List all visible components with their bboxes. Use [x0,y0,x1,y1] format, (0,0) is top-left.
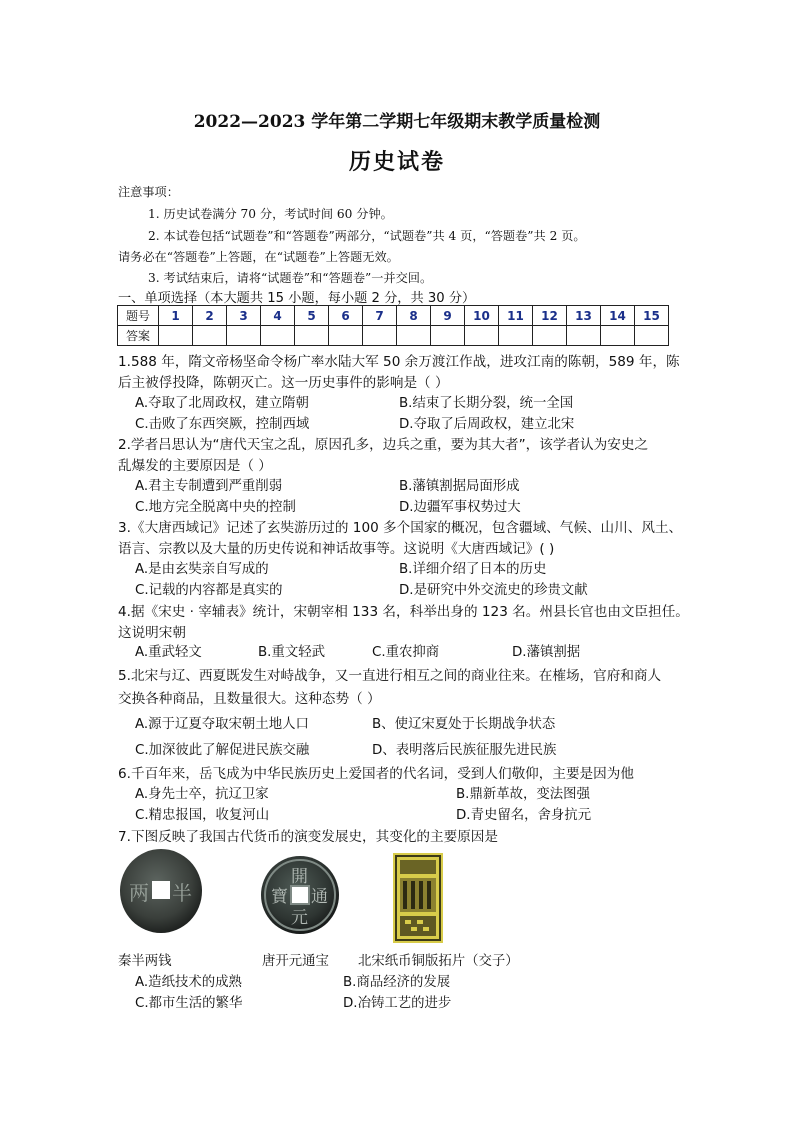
question-number-cell: 13 [567,306,601,326]
answer-cell[interactable] [465,326,499,346]
coin-glyph: 元 [291,908,308,928]
coin-glyph: 寶 [271,887,288,907]
question-2-option-c: C.地方完全脱离中央的控制 [135,500,296,515]
banknote-icon [393,853,443,943]
question-number-cell: 8 [397,306,431,326]
question-number-cell: 12 [533,306,567,326]
question-3-option-c: C.记载的内容都是真实的 [135,583,283,598]
question-number-cell: 1 [159,306,193,326]
question-6-option-c: C.精忠报国，收复河山 [135,808,270,823]
question-1-option-d: D.夺取了后周政权，建立北宋 [399,417,575,432]
song-jiaozi-print-image [393,853,443,943]
answer-cell[interactable] [227,326,261,346]
answer-cell[interactable] [431,326,465,346]
coin-caption: 唐开元通宝 [262,954,329,969]
answer-cell[interactable] [601,326,635,346]
note-item: 2. 本试卷包括“试题卷”和“答题卷”两部分，“试题卷”共 4 页，“答题卷”共 2 页。 [148,229,586,243]
question-5-option-a: A.源于辽夏夺取宋朝土地人口 [135,717,309,732]
coin-glyph: 開 [291,867,308,887]
question-3-option-a: A.是由玄奘亲自写成的 [135,562,269,577]
question-2-option-b: B.藩镇割据局面形成 [399,479,520,494]
note-item: 请务必在“答题卷”上答题，在“试题卷”上答题无效。 [118,250,399,264]
question-6-option-a: A.身先士卒，抗辽卫家 [135,787,269,802]
qin-banliang-coin-image [119,848,203,934]
tang-kaiyuan-coin-image [260,855,340,935]
question-7-stem: 7.下图反映了我国古代货币的演变发展史，其变化的主要原因是 [118,829,498,845]
answer-cell[interactable] [533,326,567,346]
question-2-option-a: A.君主专制遭到严重削弱 [135,479,283,494]
answer-cell[interactable] [159,326,193,346]
question-number-cell: 7 [363,306,397,326]
question-number-cell: 14 [601,306,635,326]
question-3-stem-cont: 语言、宗教以及大量的历史传说和神话故事等。这说明《大唐西域记》( ) [118,541,555,557]
table-row [118,306,669,326]
question-4-option-c: C.重农抑商 [372,645,440,660]
question-1-stem-cont: 后主被俘投降，陈朝灭亡。这一历史事件的影响是（ ） [118,375,449,391]
answer-cell[interactable] [567,326,601,346]
question-7-option-c: C.都市生活的繁华 [135,996,243,1011]
answer-cell[interactable] [397,326,431,346]
question-6-option-b: B.鼎新革故，变法图强 [456,787,590,802]
exam-title: 2022—2023 学年第二学期七年级期末教学质量检测 [193,112,601,132]
note-item: 3. 考试结束后，请将“试题卷”和“答题卷”一并交回。 [148,271,433,285]
table-header-cell: 题号 [118,306,159,326]
question-6-option-d: D.青史留名，舍身抗元 [456,808,592,823]
question-1-option-b: B.结束了长期分裂，统一全国 [399,396,574,411]
answer-cell[interactable] [499,326,533,346]
note-item: 1. 历史试卷满分 70 分，考试时间 60 分钟。 [148,207,393,221]
question-7-option-b: B.商品经济的发展 [343,975,451,990]
answer-cell[interactable] [193,326,227,346]
question-4-option-a: A.重武轻文 [135,645,202,660]
question-4-option-d: D.藩镇割据 [512,645,581,660]
coin-icon [119,848,203,934]
exam-subtitle: 历史试卷 [348,149,445,175]
question-1-stem: 1.588 年，隋文帝杨坚命令杨广率水陆大军 50 余万渡江作战，进攻江南的陈朝，589 年，陈 [118,354,680,370]
answer-cell[interactable] [363,326,397,346]
question-number-cell: 2 [193,306,227,326]
question-number-cell: 15 [635,306,669,326]
question-3-option-d: D.是研究中外交流史的珍贵文献 [399,583,588,598]
question-2-stem: 2.学者吕思认为“唐代天宝之乱，原因孔多，边兵之重，要为其大者”，该学者认为安史之 [118,437,649,453]
question-5-stem: 5.北宋与辽、西夏既发生对峙战争，又一直进行相互之间的商业往来。在榷场，官府和商人 [118,668,662,684]
answer-cell[interactable] [635,326,669,346]
question-number-cell: 3 [227,306,261,326]
question-1-option-c: C.击败了东西突厥，控制西域 [135,417,310,432]
question-3-option-b: B.详细介绍了日本的历史 [399,562,547,577]
question-number-cell: 5 [295,306,329,326]
coin-icon [260,855,340,935]
answer-cell[interactable] [261,326,295,346]
answer-cell[interactable] [329,326,363,346]
question-7-option-d: D.冶铸工艺的进步 [343,996,452,1011]
table-header-cell: 答案 [118,326,159,346]
question-5-stem-cont: 交换各种商品，且数量很大。这种态势（ ） [118,691,381,707]
question-number-cell: 9 [431,306,465,326]
question-1-option-a: A.夺取了北周政权，建立隋朝 [135,396,309,411]
question-5-option-c: C.加深彼此了解促进民族交融 [135,743,310,758]
question-number-cell: 10 [465,306,499,326]
question-number-cell: 6 [329,306,363,326]
question-number-cell: 4 [261,306,295,326]
notes-heading: 注意事项： [118,185,179,199]
question-4-stem: 4.据《宋史 · 宰辅表》统计，宋朝宰相 133 名，科举出身的 123 名。州县长官也由文臣担任。 [118,604,689,620]
coin-glyph: 两 [129,881,149,905]
answer-table [117,305,669,346]
question-5-option-b: B、使辽宋夏处于长期战争状态 [372,717,556,732]
question-4-option-b: B.重文轻武 [258,645,326,660]
question-2-option-d: D.边疆军事权势过大 [399,500,521,515]
coin-caption: 北宋纸币铜版拓片（交子） [358,954,519,969]
coin-glyph: 半 [172,881,192,905]
table-row [118,326,669,346]
question-6-stem: 6.千百年来，岳飞成为中华民族历史上爱国者的代名词，受到人们敬仰，主要是因为他 [118,766,634,782]
question-5-option-d: D、表明落后民族征服先进民族 [372,743,557,758]
question-2-stem-cont: 乱爆发的主要原因是（ ） [118,458,272,474]
coin-caption: 秦半两钱 [118,954,172,969]
answer-cell[interactable] [295,326,329,346]
section-heading: 一、单项选择（本大题共 15 小题，每小题 2 分，共 30 分） [118,291,476,306]
coin-glyph: 通 [311,887,328,907]
question-3-stem: 3.《大唐西域记》记述了玄奘游历过的 100 多个国家的概况，包含疆域、气候、山川、风土、 [118,520,683,536]
question-7-option-a: A.造纸技术的成熟 [135,975,242,990]
question-4-stem-cont: 这说明宋朝 [118,625,186,641]
question-number-cell: 11 [499,306,533,326]
